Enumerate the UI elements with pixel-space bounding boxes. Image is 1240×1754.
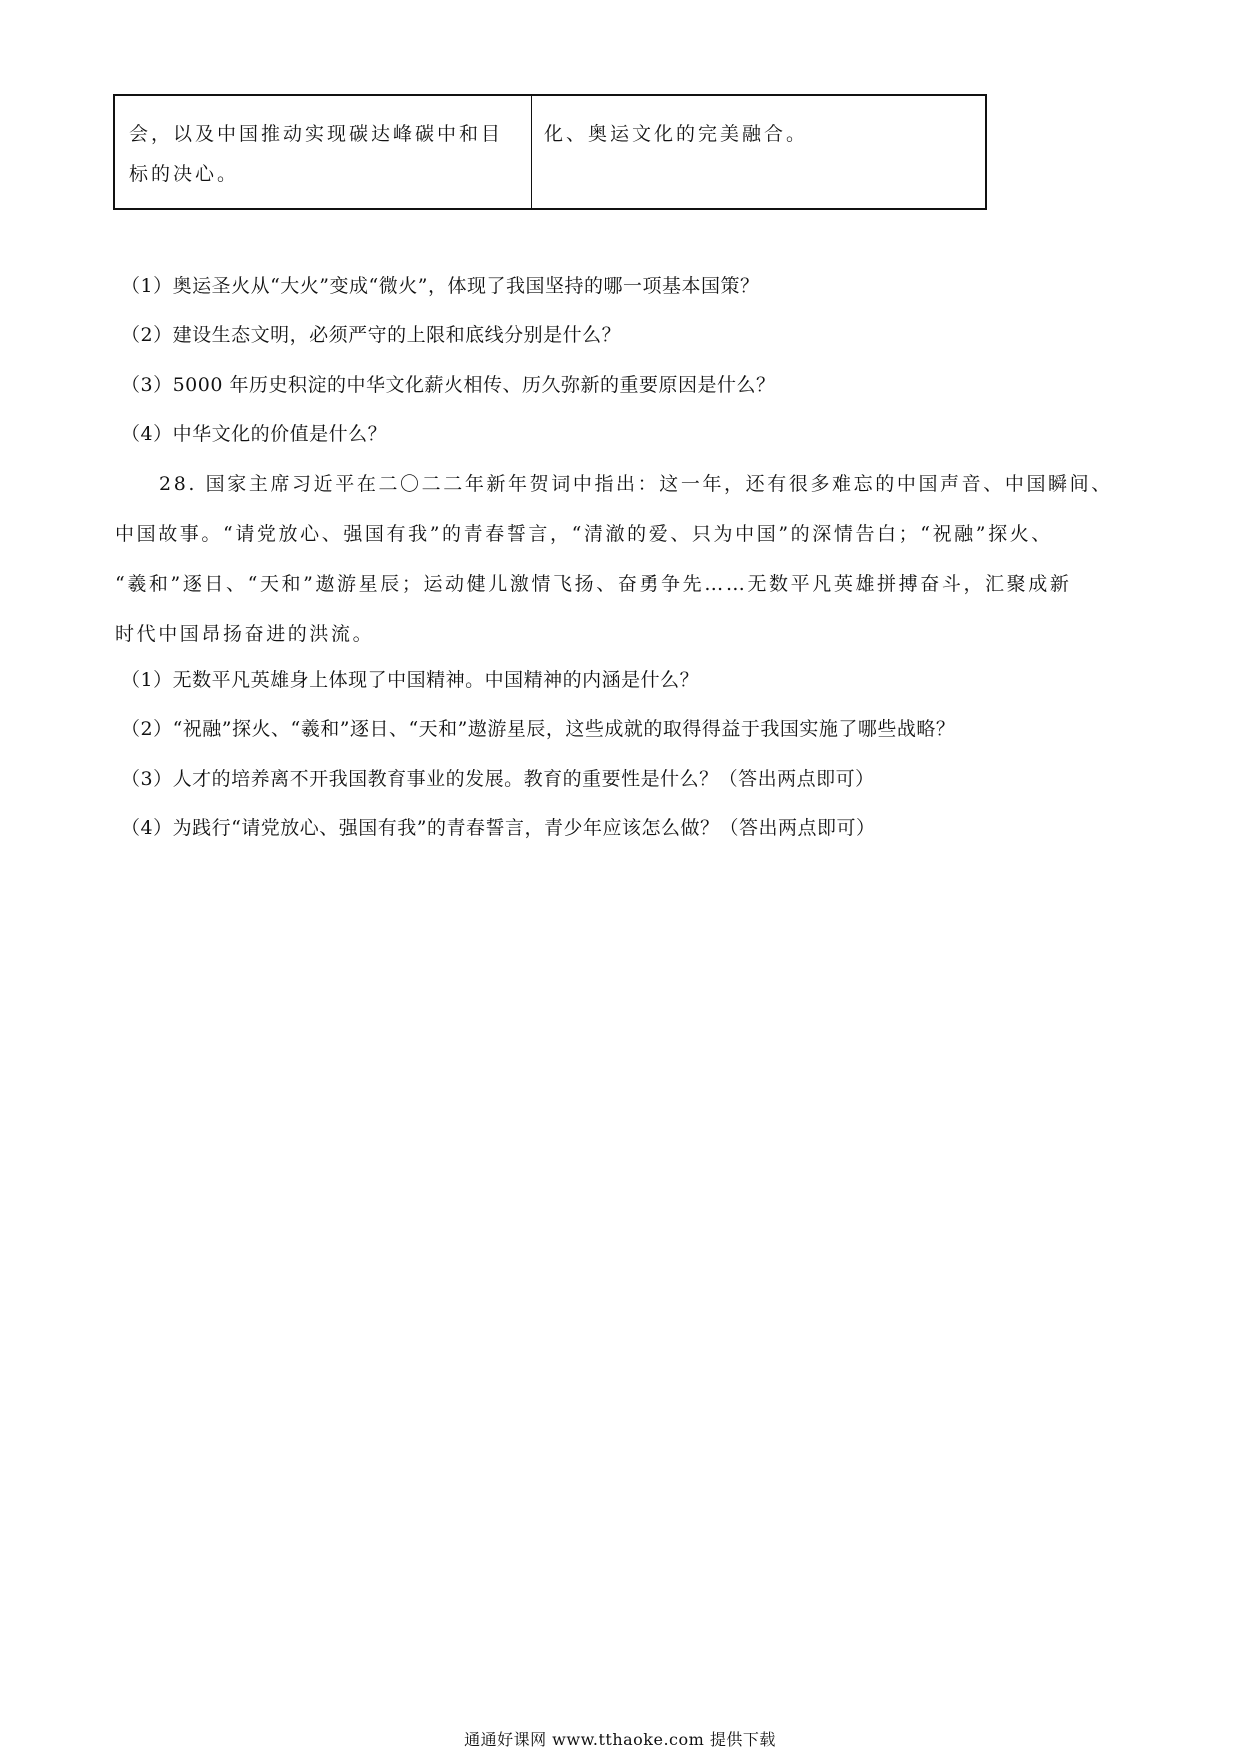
question-28-3: （3）人才的培养离不开我国教育事业的发展。教育的重要性是什么？（答出两点即可） bbox=[121, 768, 875, 790]
table-cell-left bbox=[115, 96, 532, 208]
table-cell-right bbox=[532, 96, 985, 208]
table-cell-text: 会，以及中国推动实现碳达峰碳中和目 bbox=[129, 123, 504, 145]
question-27-1: （1）奥运圣火从“大火”变成“微火”，体现了我国坚持的哪一项基本国策？ bbox=[121, 275, 760, 297]
content-table bbox=[113, 94, 987, 210]
question-28-4: （4）为践行“请党放心、强国有我”的青春誓言，青少年应该怎么做？（答出两点即可） bbox=[121, 817, 876, 839]
question-28-stem-line: 时代中国昂扬奋进的洪流。 bbox=[115, 623, 375, 645]
question-27-4: （4）中华文化的价值是什么？ bbox=[121, 423, 388, 445]
question-28-stem bbox=[115, 459, 1125, 659]
question-28-stem-line: 中国故事。“请党放心、强国有我”的青春誓言，“清澈的爱、只为中国”的深情告白；“祝融”探火、 bbox=[115, 523, 1053, 545]
question-27-2: （2）建设生态文明，必须严守的上限和底线分别是什么？ bbox=[121, 324, 622, 346]
question-28-stem-line: 28. 国家主席习近平在二〇二二年新年贺词中指出：这一年，还有很多难忘的中国声音、中国瞬间、 bbox=[159, 473, 1113, 495]
table-cell-text: 标的决心。 bbox=[129, 163, 240, 185]
question-28-1: （1）无数平凡英雄身上体现了中国精神。中国精神的内涵是什么？ bbox=[121, 669, 700, 691]
page-footer: 通通好课网 www.tthaoke.com 提供下载 bbox=[464, 1730, 776, 1749]
question-28-stem-line: “羲和”逐日、“天和”遨游星辰；运动健儿激情飞扬、奋勇争先……无数平凡英雄拼搏奋斗，汇聚成新 bbox=[115, 573, 1072, 595]
question-27-3: （3）5000 年历史积淀的中华文化薪火相传、历久弥新的重要原因是什么？ bbox=[121, 374, 776, 396]
question-28-2: （2）“祝融”探火、“羲和”逐日、“天和”遨游星辰，这些成就的取得得益于我国实施了哪些战略？ bbox=[121, 718, 956, 740]
table-cell-text: 化、奥运文化的完美融合。 bbox=[544, 123, 809, 145]
